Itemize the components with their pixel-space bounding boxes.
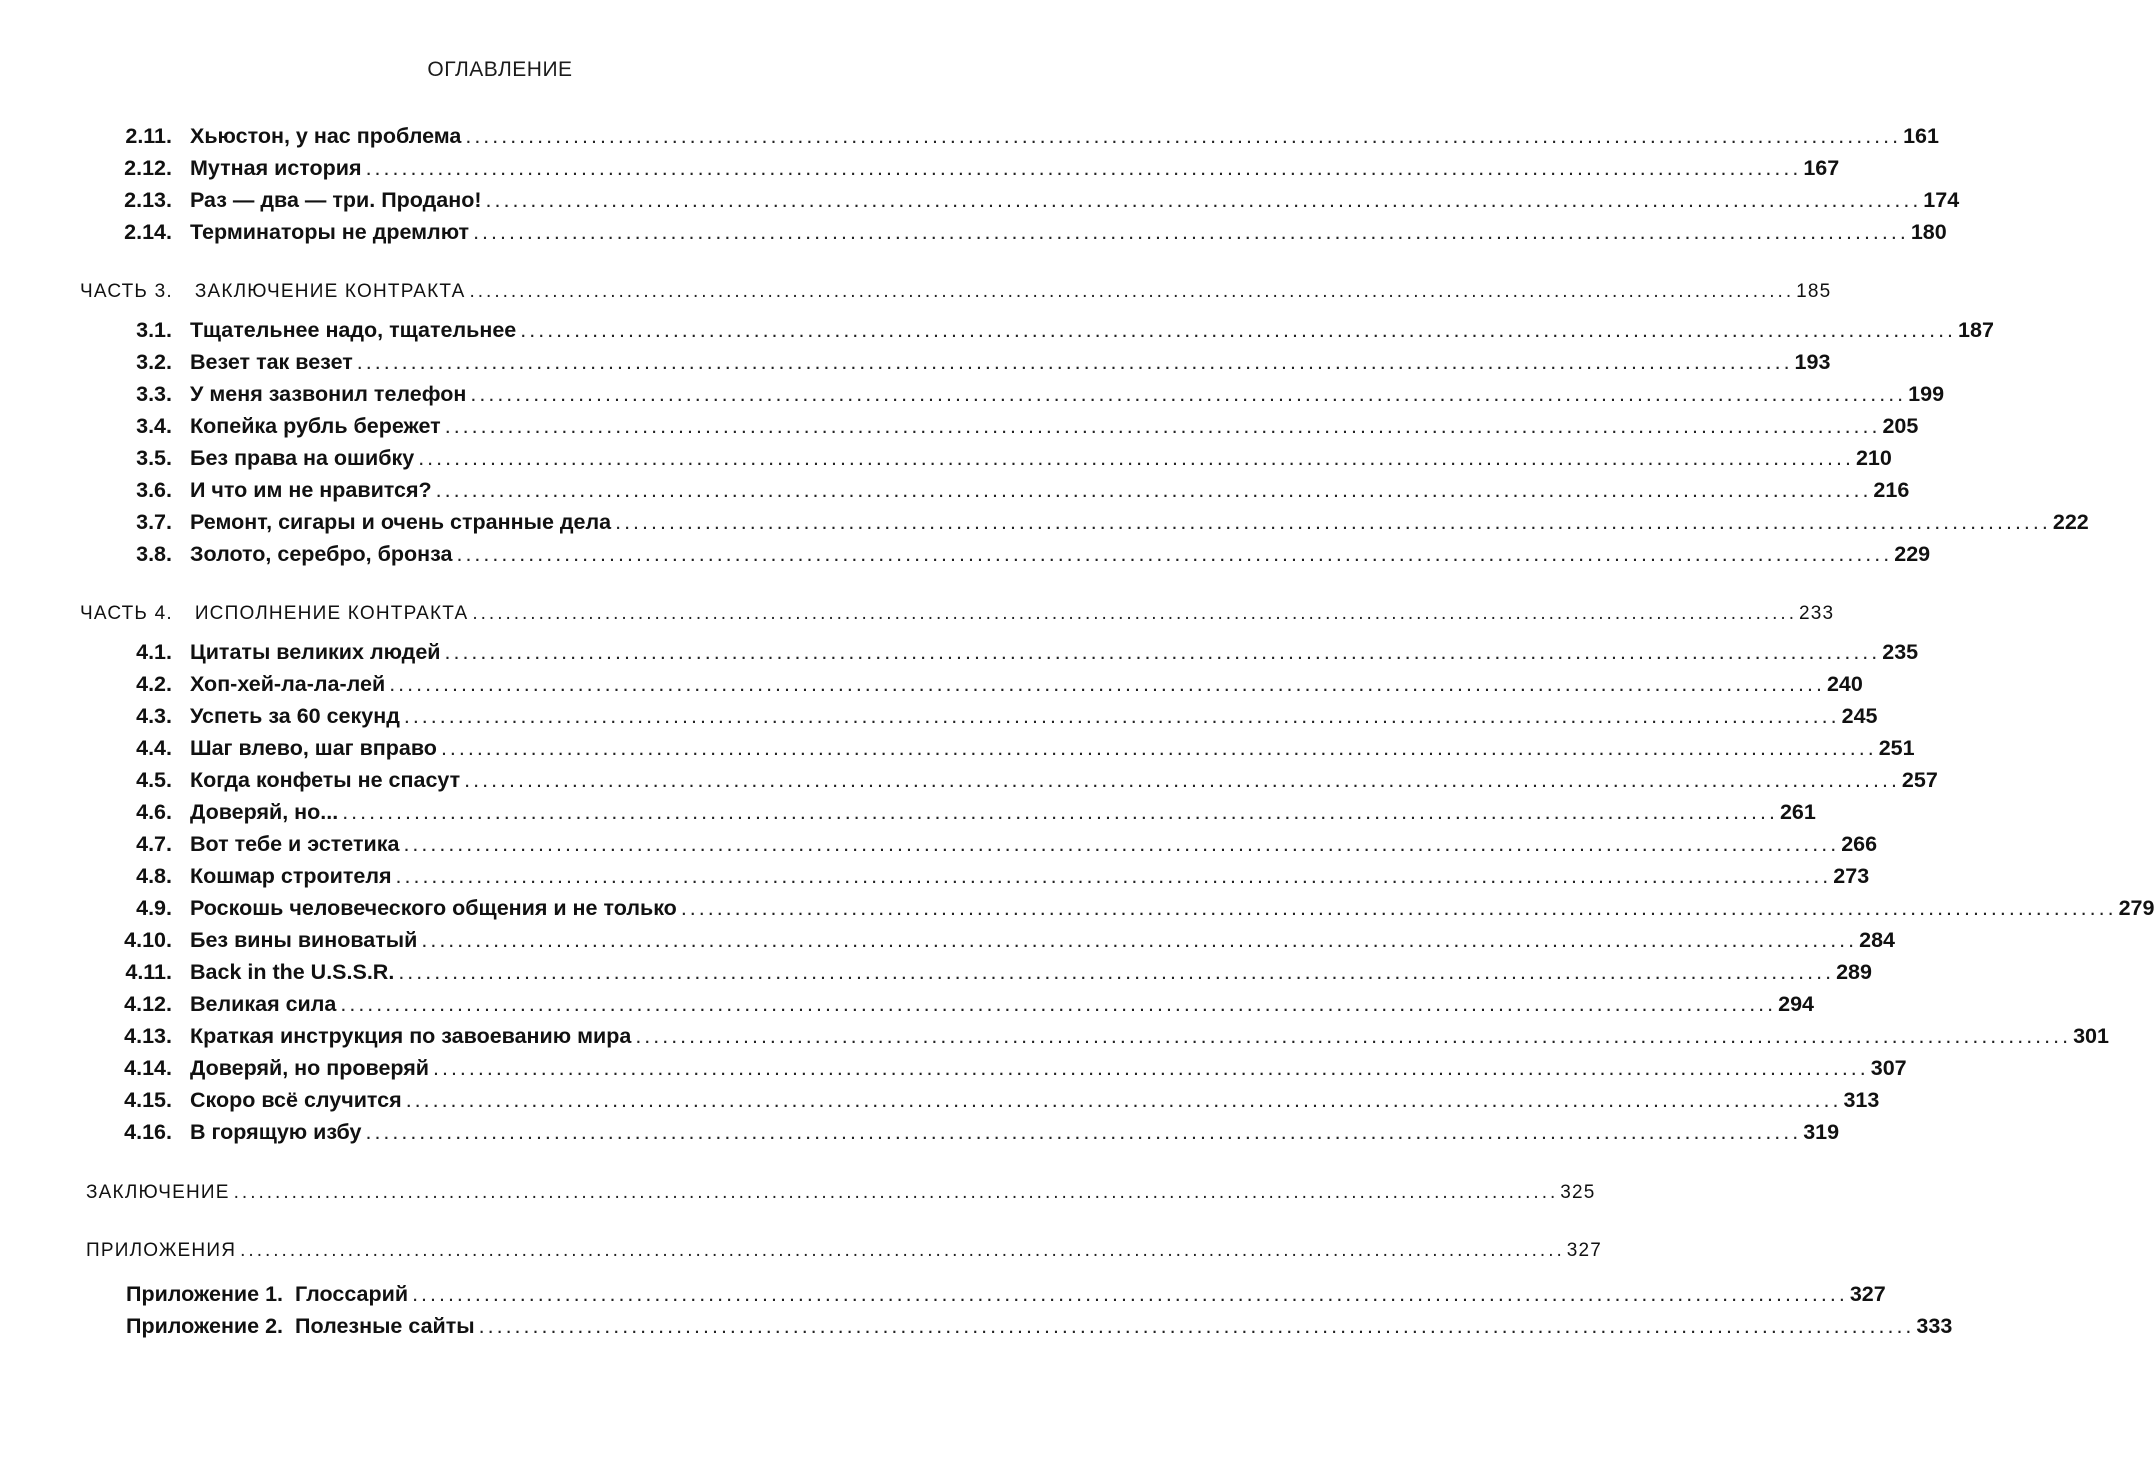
toc-entry bbox=[100, 960, 1872, 985]
entry-number: 3.2. bbox=[136, 350, 172, 374]
entry-title: Роскошь человеческого общения и не только bbox=[190, 896, 677, 920]
entry-number: 3.5. bbox=[136, 446, 172, 470]
entry-number: 2.11. bbox=[125, 124, 172, 148]
dot-leader: ................................................................................................................................................................ bbox=[405, 1088, 1842, 1112]
page-number: 294 bbox=[1778, 992, 1815, 1016]
entry-title: Краткая инструкция по завоеванию мира bbox=[190, 1024, 632, 1048]
entry-title: Терминаторы не дремлют bbox=[190, 220, 470, 244]
entry-title: Глоссарий bbox=[295, 1282, 409, 1306]
dot-leader: ................................................................................................................................................................ bbox=[365, 156, 1802, 180]
page-number: 216 bbox=[1873, 478, 1910, 502]
entry-number: 2.13. bbox=[124, 188, 172, 212]
entry-number: 3.3. bbox=[136, 382, 172, 406]
toc-entry bbox=[100, 928, 1896, 953]
entry-title: ЗАКЛЮЧЕНИЕ КОНТРАКТА bbox=[194, 281, 466, 302]
toc-entry bbox=[100, 510, 2089, 535]
toc-entry bbox=[100, 382, 1945, 407]
dot-leader: ................................................................................................................................................................ bbox=[435, 478, 1872, 502]
page-number: 174 bbox=[1923, 188, 1960, 212]
dot-leader: ................................................................................................................................................................ bbox=[485, 188, 1922, 212]
entry-number: 4.11. bbox=[125, 960, 172, 984]
page-number: 187 bbox=[1958, 318, 1994, 342]
page-number: 233 bbox=[1798, 603, 1835, 624]
dot-leader: ................................................................................................................................................................ bbox=[615, 510, 2051, 534]
page-number: 325 bbox=[1560, 1182, 1596, 1203]
entry-number: Приложение 1. bbox=[126, 1282, 284, 1306]
toc-entry bbox=[100, 414, 1919, 439]
entry-number: 4.9. bbox=[136, 896, 172, 920]
dot-leader: ................................................................................................................................................................ bbox=[418, 446, 1854, 470]
page-number: 193 bbox=[1794, 350, 1831, 374]
page-number: 327 bbox=[1566, 1240, 1603, 1261]
page-number: 167 bbox=[1803, 156, 1840, 180]
toc-entry bbox=[100, 1120, 1840, 1145]
entry-number: 4.4. bbox=[136, 736, 172, 760]
entry-title: ЗАКЛЮЧЕНИЕ bbox=[86, 1182, 230, 1203]
entry-title: Back in the U.S.S.R. bbox=[190, 960, 395, 984]
entry-title: Успеть за 60 секунд bbox=[190, 704, 400, 728]
entry-number: 2.14. bbox=[124, 220, 172, 244]
entry-title: Великая сила bbox=[190, 992, 337, 1016]
page-number: 185 bbox=[1796, 281, 1832, 302]
toc-entry bbox=[100, 800, 1816, 825]
toc-entry bbox=[100, 124, 1939, 149]
part-heading bbox=[80, 281, 1832, 303]
page-number: 222 bbox=[2052, 510, 2089, 534]
dot-leader: ................................................................................................................................................................ bbox=[478, 1314, 1915, 1338]
entry-title: Мутная история bbox=[190, 156, 362, 180]
part-heading bbox=[86, 1182, 1596, 1204]
dot-leader: ................................................................................................................................................................ bbox=[456, 542, 1893, 566]
appendix-entry bbox=[126, 1282, 1886, 1307]
entry-title: И что им не нравится? bbox=[190, 478, 432, 502]
dot-leader: ................................................................................................................................................................ bbox=[421, 928, 1858, 952]
dot-leader: ................................................................................................................................................................ bbox=[342, 800, 1778, 824]
page-number: 235 bbox=[1882, 640, 1919, 664]
page-number: 307 bbox=[1870, 1056, 1907, 1080]
entry-number: ЧАСТЬ 3. bbox=[80, 281, 173, 302]
toc-entry bbox=[100, 896, 2154, 921]
entry-number: 4.8. bbox=[136, 864, 172, 888]
dot-leader: ................................................................................................................................................................ bbox=[520, 318, 1957, 342]
page-number: 273 bbox=[1833, 864, 1870, 888]
entry-number: 4.12. bbox=[124, 992, 172, 1016]
dot-leader: ................................................................................................................................................................ bbox=[440, 736, 1877, 760]
page-number: 319 bbox=[1803, 1120, 1840, 1144]
dot-leader: ................................................................................................................................................................ bbox=[398, 960, 1835, 984]
entry-title: Полезные сайты bbox=[295, 1314, 475, 1338]
page-number: 257 bbox=[1901, 768, 1938, 792]
entry-title: Тщательнее надо, тщательнее bbox=[190, 318, 517, 342]
page-number: 327 bbox=[1849, 1282, 1886, 1306]
entry-number: 3.4. bbox=[136, 414, 172, 438]
toc-entry bbox=[100, 350, 1831, 375]
entry-title: Без права на ошибку bbox=[190, 446, 415, 470]
dot-leader: ................................................................................................................................................................ bbox=[389, 672, 1825, 696]
entry-title: Ремонт, сигары и очень странные дела bbox=[190, 510, 612, 534]
page-number: 205 bbox=[1882, 414, 1919, 438]
page-number: 261 bbox=[1779, 800, 1816, 824]
entry-title: Когда конфеты не спасут bbox=[190, 768, 461, 792]
entry-number: ЧАСТЬ 4. bbox=[80, 603, 173, 624]
dot-leader: ................................................................................................................................................................ bbox=[444, 414, 1881, 438]
toc-entry bbox=[100, 446, 1892, 471]
toc-entry bbox=[100, 220, 1947, 245]
dot-leader: ................................................................................................................................................................ bbox=[340, 992, 1777, 1016]
toc-entry bbox=[100, 1056, 1907, 1081]
page-number: 229 bbox=[1894, 542, 1931, 566]
entry-number: 3.6. bbox=[136, 478, 172, 502]
toc-entry bbox=[100, 640, 1919, 665]
dot-leader: ................................................................................................................................................................ bbox=[356, 350, 1793, 374]
dot-leader: ................................................................................................................................................................ bbox=[395, 864, 1832, 888]
page-number: 199 bbox=[1908, 382, 1945, 406]
page-number: 313 bbox=[1843, 1088, 1880, 1112]
dot-leader: ................................................................................................................................................................ bbox=[472, 603, 1797, 624]
page-number: 266 bbox=[1841, 832, 1878, 856]
entry-title: Везет так везет bbox=[190, 350, 353, 374]
page-number: 289 bbox=[1836, 960, 1872, 984]
toc-entry bbox=[100, 188, 1960, 213]
entry-title: Доверяй, но проверяй bbox=[190, 1056, 430, 1080]
entry-title: Доверяй, но... bbox=[190, 800, 339, 824]
toc-entry bbox=[100, 542, 1931, 567]
entry-title: Вот тебе и эстетика bbox=[190, 832, 400, 856]
dot-leader: ................................................................................................................................................................ bbox=[433, 1056, 1869, 1080]
entry-number: 4.1. bbox=[136, 640, 172, 664]
entry-number: 4.16. bbox=[124, 1120, 172, 1144]
entry-title: Цитаты великих людей bbox=[190, 640, 441, 664]
page-number: 161 bbox=[1903, 124, 1939, 148]
toc-entry bbox=[100, 992, 1815, 1017]
page-number: 251 bbox=[1878, 736, 1915, 760]
dot-leader: ................................................................................................................................................................ bbox=[403, 832, 1840, 856]
entry-number: 4.7. bbox=[136, 832, 172, 856]
page-number: 240 bbox=[1826, 672, 1863, 696]
entry-number: 3.1. bbox=[136, 318, 172, 342]
entry-number: 4.6. bbox=[136, 800, 172, 824]
entry-title: ИСПОЛНЕНИЕ КОНТРАКТА bbox=[194, 603, 469, 624]
dot-leader: ................................................................................................................................................................ bbox=[444, 640, 1881, 664]
entry-title: Без вины виноватый bbox=[190, 928, 418, 952]
entry-number: 4.3. bbox=[136, 704, 172, 728]
toc-entry bbox=[100, 318, 1994, 343]
page-number: 279 bbox=[2118, 896, 2154, 920]
part-heading bbox=[80, 603, 1835, 625]
part-heading bbox=[86, 1240, 1603, 1262]
dot-leader: ................................................................................................................................................................ bbox=[464, 768, 1900, 792]
page-number: 180 bbox=[1910, 220, 1947, 244]
dot-leader: ................................................................................................................................................................ bbox=[412, 1282, 1848, 1306]
toc-entry bbox=[100, 478, 1910, 503]
toc-entry bbox=[100, 704, 1878, 729]
entry-number: 3.8. bbox=[136, 542, 172, 566]
toc-entry bbox=[100, 1024, 2109, 1049]
toc-entry bbox=[100, 736, 1915, 761]
dot-leader: ................................................................................................................................................................ bbox=[365, 1120, 1802, 1144]
entry-title: В горящую избу bbox=[190, 1120, 362, 1144]
entry-title: У меня зазвонил телефон bbox=[190, 382, 467, 406]
page-number: 333 bbox=[1916, 1314, 1953, 1338]
entry-number: 2.12. bbox=[124, 156, 172, 180]
toc-entry bbox=[100, 864, 1870, 889]
page-number: 301 bbox=[2073, 1024, 2109, 1048]
toc-entry bbox=[100, 1088, 1880, 1113]
entry-title: Золото, серебро, бронза bbox=[190, 542, 453, 566]
toc-entry bbox=[100, 672, 1863, 697]
dot-leader: ................................................................................................................................................................ bbox=[470, 382, 1907, 406]
entry-title: Шаг влево, шаг вправо bbox=[190, 736, 437, 760]
entry-title: Хьюстон, у нас проблема bbox=[190, 124, 462, 148]
entry-number: 4.13. bbox=[124, 1024, 172, 1048]
dot-leader: ................................................................................................................................................................ bbox=[680, 896, 2117, 920]
toc-entry bbox=[100, 768, 1938, 793]
page-number: 284 bbox=[1859, 928, 1896, 952]
dot-leader: ................................................................................................................................................................ bbox=[233, 1182, 1559, 1203]
toc-entry bbox=[100, 156, 1840, 181]
appendix-entry bbox=[126, 1314, 1953, 1339]
dot-leader: ................................................................................................................................................................ bbox=[465, 124, 1902, 148]
entry-number: 3.7. bbox=[136, 510, 172, 534]
entry-number: 4.10. bbox=[124, 928, 172, 952]
entry-title: Раз — два — три. Продано! bbox=[190, 188, 482, 212]
entry-title: ПРИЛОЖЕНИЯ bbox=[86, 1240, 237, 1261]
dot-leader: ................................................................................................................................................................ bbox=[403, 704, 1840, 728]
toc-entry bbox=[100, 832, 1878, 857]
entry-number: Приложение 2. bbox=[126, 1314, 284, 1338]
entry-number: 4.5. bbox=[136, 768, 172, 792]
entry-title: Хоп-хей-ла-ла-лей bbox=[190, 672, 386, 696]
page-number: 245 bbox=[1841, 704, 1878, 728]
dot-leader: ................................................................................................................................................................ bbox=[473, 220, 1909, 244]
entry-title: Скоро всё случится bbox=[190, 1088, 402, 1112]
entry-number: 4.15. bbox=[124, 1088, 172, 1112]
entry-number: 4.14. bbox=[124, 1056, 172, 1080]
dot-leader: ................................................................................................................................................................ bbox=[635, 1024, 2072, 1048]
dot-leader: ................................................................................................................................................................ bbox=[240, 1240, 1565, 1261]
entry-title: Кошмар строителя bbox=[190, 864, 392, 888]
running-head: ОГЛАВЛЕНИЕ bbox=[427, 58, 573, 81]
dot-leader: ................................................................................................................................................................ bbox=[469, 281, 1795, 302]
entry-number: 4.2. bbox=[136, 672, 172, 696]
entry-title: Копейка рубль бережет bbox=[190, 414, 441, 438]
page-number: 210 bbox=[1855, 446, 1892, 470]
